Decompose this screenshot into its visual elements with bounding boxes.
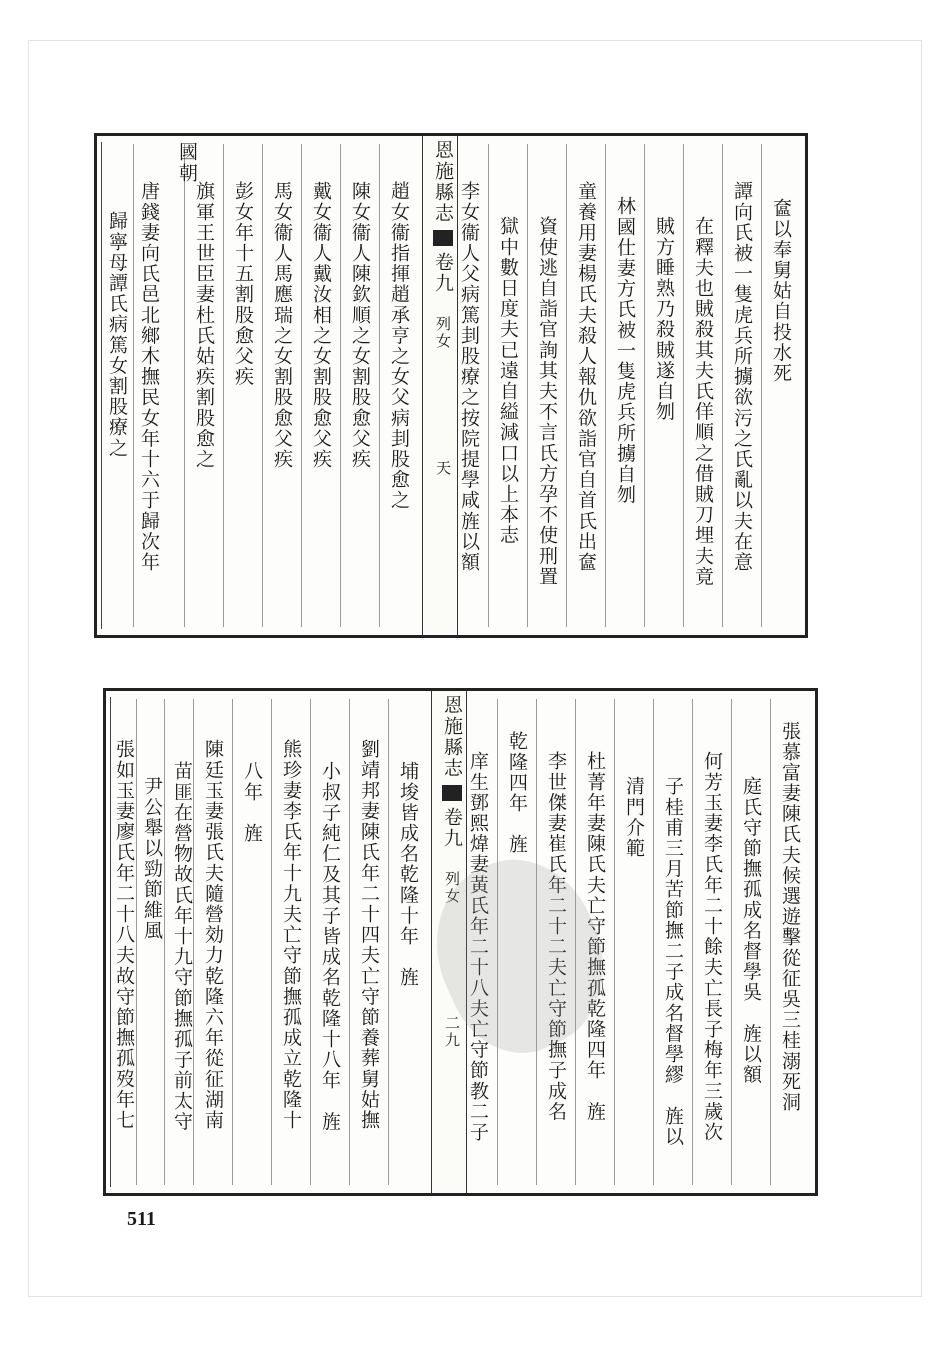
bottom-column-4-text: 子桂甫三月苦節撫二子成名督學繆 旌以	[662, 776, 684, 1147]
top-column-18	[107, 136, 126, 635]
bottom-column-5-text: 清門介範	[623, 776, 645, 859]
column-rule	[683, 144, 684, 627]
column-rule	[262, 144, 263, 627]
top-column-18-text: 歸寧母譚氏病篤女割股療之	[106, 211, 128, 459]
bottom-column-3-text: 何芳玉妻李氏年二十餘夫亡長子梅年三歲次	[701, 751, 723, 1143]
column-rule	[340, 144, 341, 627]
bottom-column-5	[624, 691, 643, 1193]
top-column-6-text: 童養用妻楊氏夫殺人報仇欲詣官自首氏出奩	[575, 181, 597, 573]
column-rule	[614, 699, 615, 1185]
inner-border-left	[110, 697, 111, 1187]
column-rule	[566, 144, 567, 627]
bottom-column-1-text: 張慕富妻陳氏夫候選遊擊從征吳三桂溺死洞	[779, 721, 801, 1113]
bottom-column-11	[359, 691, 378, 1193]
column-rule	[133, 144, 134, 627]
bottom-column-7-text: 李世傑妻崔氏年二十二夫亡守節撫子成名	[545, 751, 567, 1122]
bottom-column-2-text: 庭氏守節撫孤成名督學吳 旌以額	[740, 776, 762, 1085]
bottom-column-17-text: 尹公舉以勁節維風	[141, 776, 163, 941]
banner-folio: 二九	[443, 1015, 461, 1049]
top-column-2	[732, 136, 751, 635]
bottom-column-17	[142, 691, 161, 1193]
bottom-column-10	[398, 691, 417, 1193]
bottom-column-18	[114, 691, 133, 1193]
banner-section: 列女	[443, 871, 461, 905]
column-rule	[388, 699, 389, 1185]
top-column-9	[459, 136, 478, 635]
banner-title: 恩施縣志	[441, 695, 463, 779]
banner-title: 恩施縣志	[432, 140, 454, 224]
top-column-4	[654, 136, 673, 635]
top-column-3	[693, 136, 712, 635]
bottom-column-13	[281, 691, 300, 1193]
bottom-column-14	[242, 691, 261, 1193]
top-column-5-text: 林國仕妻方氏被一隻虎兵所擄自刎	[614, 196, 636, 505]
bottom-column-12-text: 小叔子純仁及其子皆成名乾隆十八年 旌	[319, 761, 341, 1132]
column-rule	[527, 144, 528, 627]
bottom-column-16	[172, 691, 191, 1193]
top-column-17	[139, 136, 158, 635]
top-column-11	[350, 136, 369, 635]
top-text-block	[94, 133, 808, 638]
top-column-14-text: 彭女年十五割股愈父疾	[232, 181, 254, 387]
column-rule	[349, 699, 350, 1185]
column-rule	[193, 699, 194, 1185]
top-column-7-text: 資使逃自詣官詢其夫不言氏方孕不使刑置	[536, 216, 558, 587]
column-rule	[232, 699, 233, 1185]
top-column-17-text: 唐錢妻向氏邑北鄉木撫民女年十六于歸次年	[138, 181, 160, 573]
bottom-column-8-text: 乾隆四年 旌	[506, 731, 528, 855]
top-column-10	[389, 136, 408, 635]
top-column-12	[311, 136, 330, 635]
bottom-column-6-text: 杜菁年妻陳氏夫亡守節撫孤乾隆四年 旌	[584, 751, 606, 1122]
page-number: 511	[127, 1208, 156, 1230]
column-rule	[223, 144, 224, 627]
banner-volume: 卷九	[441, 807, 463, 849]
top-column-15	[194, 136, 213, 635]
top-column-14	[233, 136, 252, 635]
top-column-13-text: 馬女衞人馬應瑞之女割股愈父疾	[271, 181, 293, 470]
top-column-8-text: 獄中數日度夫已遠自縊減口以上本志	[497, 216, 519, 546]
top-column-10-text: 趙女衞指揮趙承亨之女父病刲股愈之	[388, 181, 410, 511]
bottom-column-1	[780, 691, 799, 1193]
column-rule	[692, 699, 693, 1185]
fish-tail-mark	[442, 785, 462, 801]
column-rule	[164, 699, 165, 1185]
top-fold-banner	[422, 136, 458, 635]
column-rule	[761, 144, 762, 627]
bottom-column-10-text: 埔埈皆成名乾隆十年 旌	[397, 761, 419, 988]
banner-section: 列女	[434, 316, 452, 350]
column-rule	[301, 144, 302, 627]
bottom-column-15	[203, 691, 222, 1193]
top-column-5	[615, 136, 634, 635]
column-rule	[488, 144, 489, 627]
top-column-12-text: 戴女衞人戴汝相之女割股愈父疾	[310, 181, 332, 470]
bottom-column-16-text: 苗匪在營物故氏年十九守節撫孤子前太守	[171, 761, 193, 1132]
banner-folio: 天	[434, 460, 452, 477]
bottom-column-13-text: 熊珍妻李氏年十九夫亡守節撫孤成立乾隆十	[280, 739, 302, 1131]
bottom-column-11-text: 劉靖邦妻陳氏年二十四夫亡守節養葬舅姑撫	[358, 739, 380, 1131]
top-column-13	[272, 136, 291, 635]
bottom-column-14-text: 八年 旌	[241, 761, 263, 844]
column-rule	[653, 699, 654, 1185]
top-column-3-text: 在釋夫也賊殺其夫氏佯順之借賊刀埋夫竟	[692, 216, 714, 587]
top-column-15-text: 旗軍王世臣妻杜氏姑疾割股愈之	[193, 181, 215, 470]
top-column-4-text: 賊方睡熟乃殺賊遂自刎	[653, 216, 675, 422]
top-column-11-text: 陳女衞人陳欽順之女割股愈父疾	[349, 181, 371, 470]
bottom-column-3	[702, 691, 721, 1193]
bottom-column-2	[741, 691, 760, 1193]
top-column-6	[576, 136, 595, 635]
inner-border-left	[101, 142, 102, 629]
bottom-column-12	[320, 691, 339, 1193]
column-rule	[731, 699, 732, 1185]
top-column-1	[771, 136, 790, 635]
column-rule	[310, 699, 311, 1185]
top-column-8	[498, 136, 517, 635]
bottom-column-15-text: 陳廷玉妻張氏夫隨營効力乾隆六年從征湖南	[202, 739, 224, 1131]
column-rule	[136, 699, 137, 1185]
banner-volume: 卷九	[432, 252, 454, 294]
top-column-7	[537, 136, 556, 635]
column-rule	[379, 144, 380, 627]
fish-tail-mark	[433, 230, 453, 246]
bottom-column-9-text: 庠生鄧熙煒妻黃氏年二十八夫亡守節教二子	[467, 751, 489, 1143]
bottom-column-4	[663, 691, 682, 1193]
column-rule	[605, 144, 606, 627]
column-rule	[271, 699, 272, 1185]
column-rule	[770, 699, 771, 1185]
column-rule	[722, 144, 723, 627]
top-column-16-text: 國朝	[176, 142, 198, 184]
top-column-2-text: 譚向氏被一隻虎兵所擄欲污之氏亂以夫在意	[731, 181, 753, 573]
top-column-9-text: 李女衞人父病篤刲股療之按院提學咸旌以額	[458, 181, 480, 573]
top-column-1-text: 奩以奉舅姑自投水死	[770, 198, 792, 384]
bottom-column-18-text: 張如玉妻廖氏年二十八夫故守節撫孤歿年七	[113, 739, 135, 1131]
top-column-16	[177, 136, 196, 635]
column-rule	[644, 144, 645, 627]
